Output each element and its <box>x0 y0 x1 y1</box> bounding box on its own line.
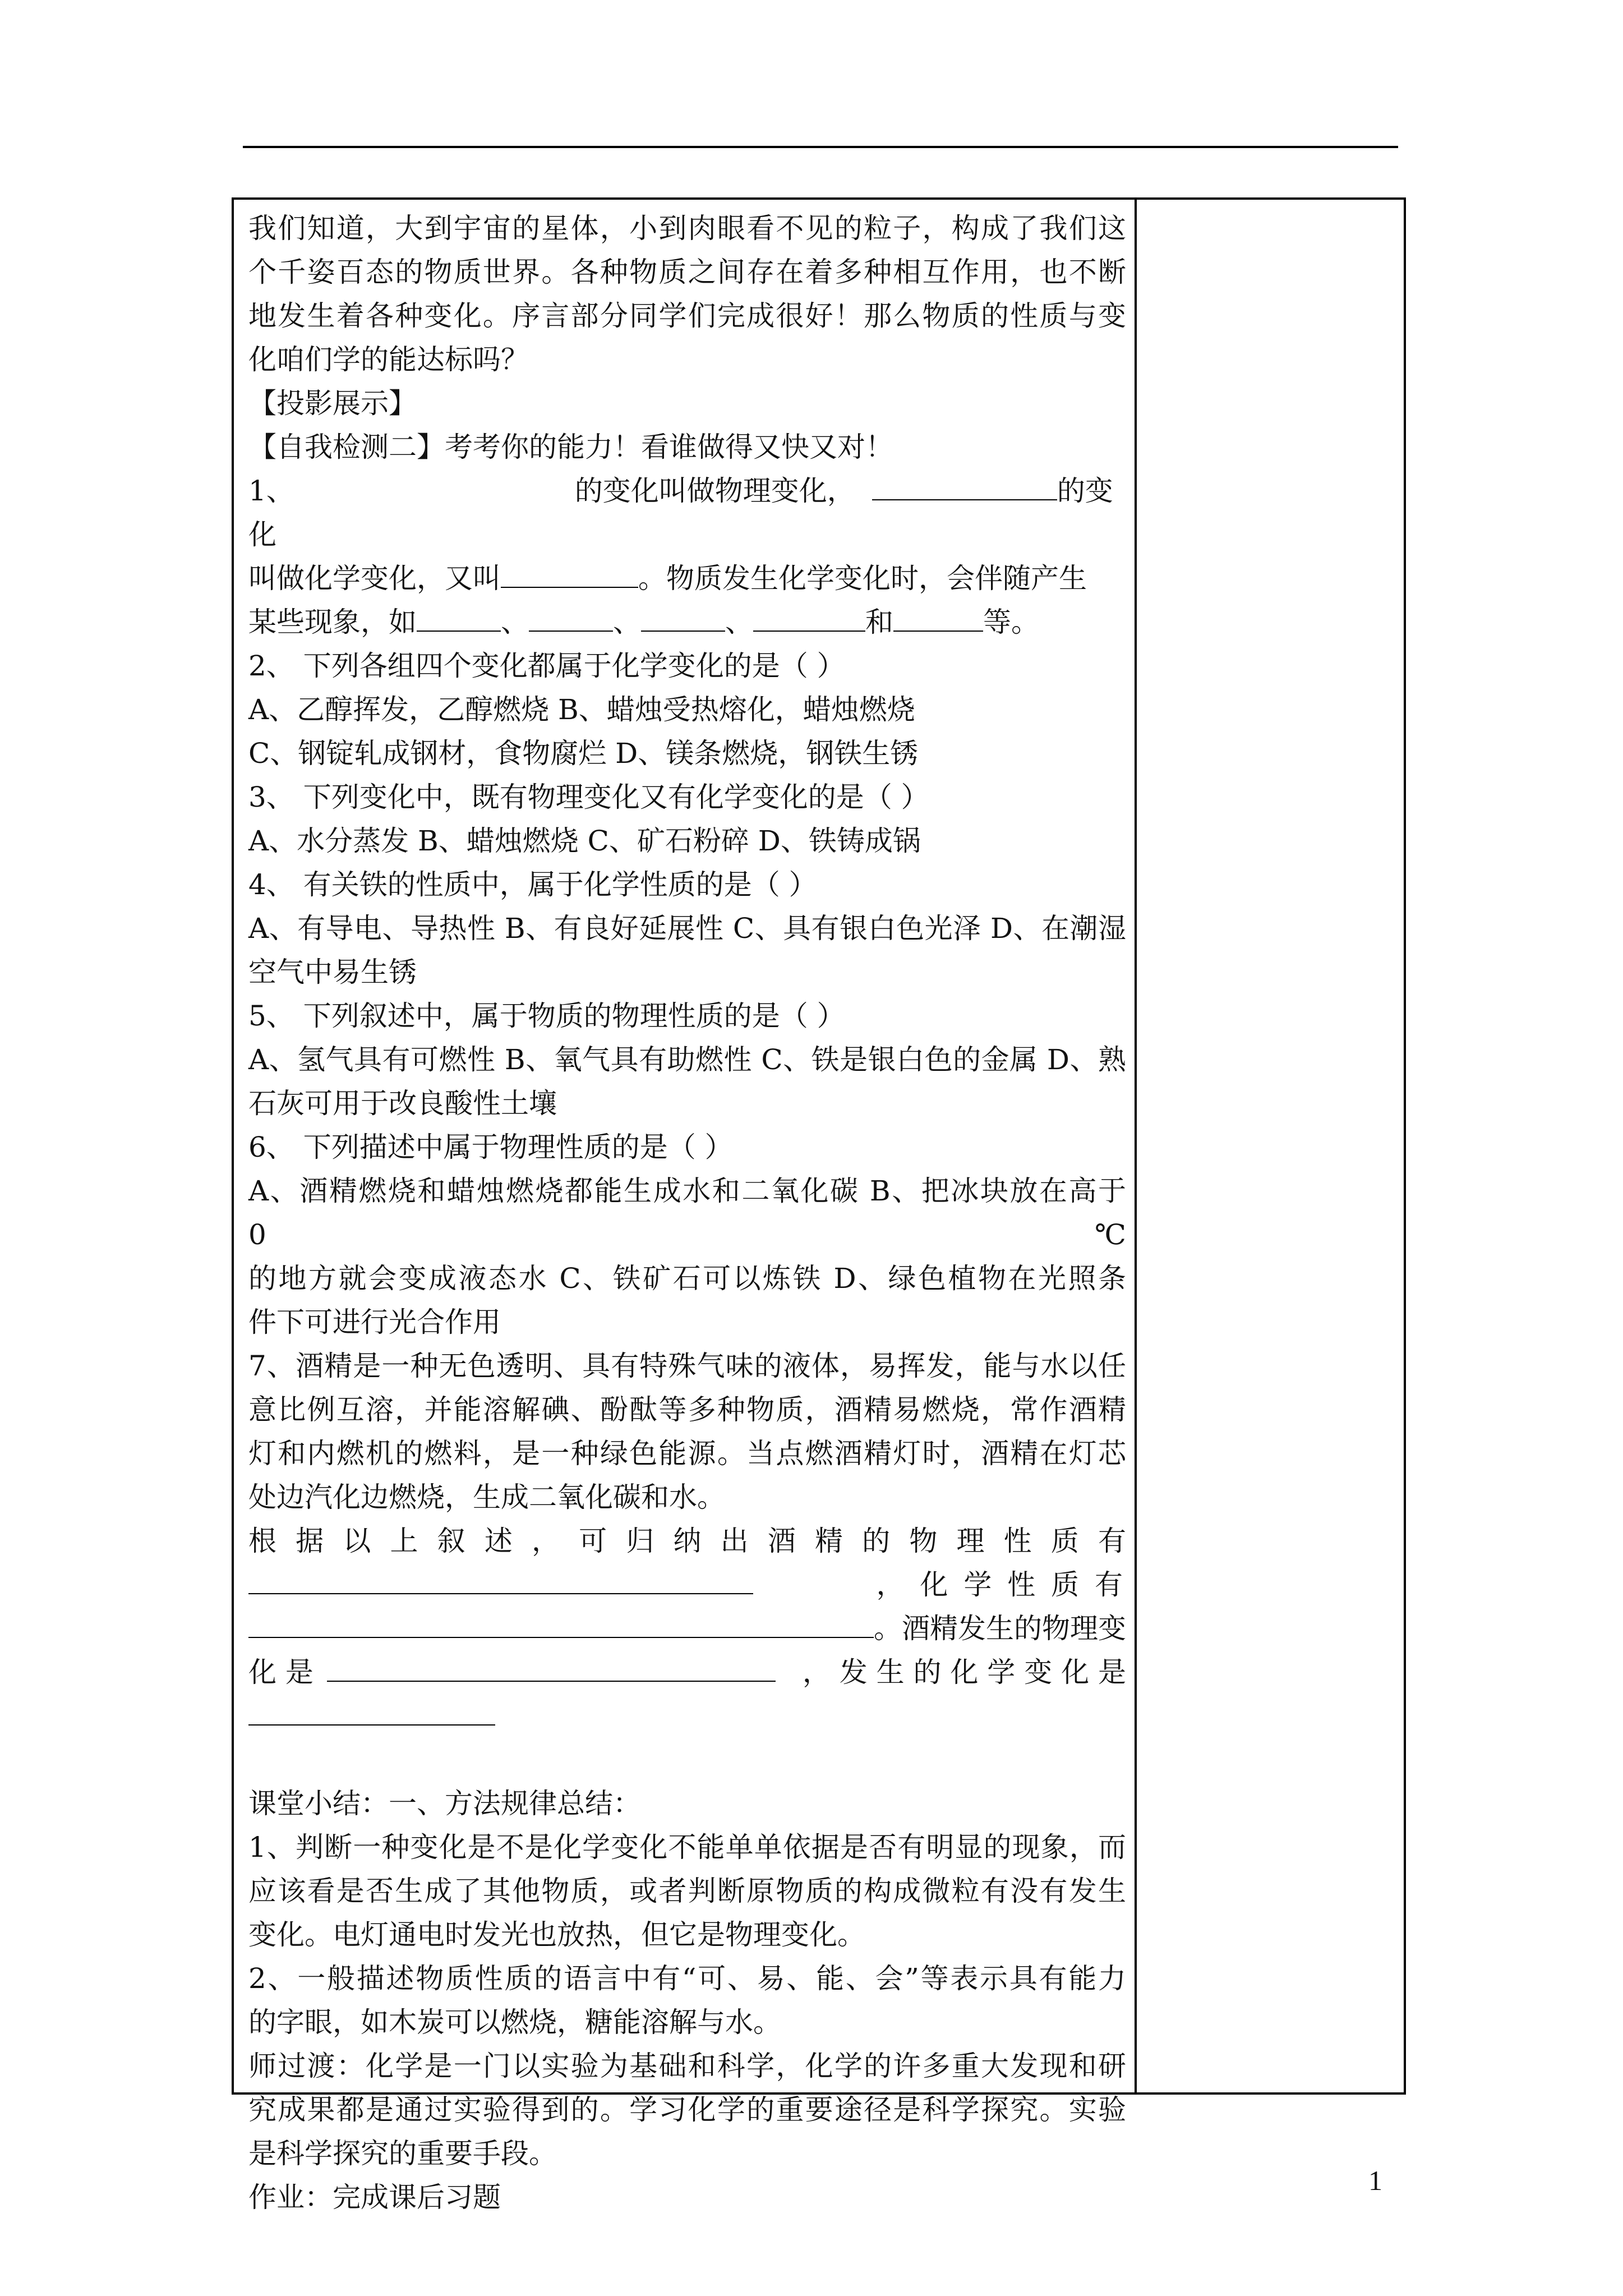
question-1-line-2 <box>248 556 1126 600</box>
teacher-transition-line-3: 是科学探究的重要手段。 <box>248 2137 557 2170</box>
intro-line-3: 地发生着各种变化。序言部分同学们完成很好！那么物质的性质与变 <box>248 300 1126 332</box>
separator: 、 <box>613 606 641 638</box>
teacher-transition-line-2: 究成果都是通过实验得到的。学习化学的重要途径是科学探究。实验 <box>248 2093 1126 2126</box>
question-7-line-1: 7、酒精是一种无色透明、具有特殊气味的液体，易挥发，能与水以任 <box>248 1350 1126 1382</box>
question-2-stem: 2、 下列各组四个变化都属于化学变化的是（ ） <box>248 650 845 682</box>
question-7-line-4: 处边汽化边燃烧，生成二氧化碳和水。 <box>248 1481 725 1513</box>
table-column-divider <box>1135 197 1137 2095</box>
blank <box>893 604 983 632</box>
question-1-line-1 <box>248 469 1126 556</box>
q1-text-a: 的变化叫做物理变化， <box>574 475 855 507</box>
question-6-options-1: A、酒精燃烧和蜡烛燃烧都能生成水和二氧化碳 B、把冰块放在高于 0℃ <box>248 1175 1126 1251</box>
summary-title: 课堂小结：一、方法规律总结： <box>248 1787 641 1820</box>
blank <box>248 1610 874 1638</box>
header-rule <box>243 146 1398 148</box>
separator: 、 <box>725 606 753 638</box>
summary-point-1-line-1: 1、判断一种变化是不是化学变化不能单单依据是否有明显的现象，而 <box>248 1831 1126 1864</box>
question-1-line-3 <box>248 600 1126 644</box>
question-7-ask-3 <box>248 1607 1126 1650</box>
question-4-options-2: 空气中易生锈 <box>248 956 417 988</box>
lesson-content-cell <box>248 206 1126 2219</box>
question-7-ask-4 <box>248 1650 1126 1694</box>
question-5-options-1: A、氢气具有可燃性 B、氧气具有助燃性 C、铁是银白色的金属 D、熟 <box>248 1043 1126 1076</box>
teacher-transition-line-1: 师过渡：化学是一门以实验为基础和科学，化学的许多重大发现和研 <box>248 2050 1126 2082</box>
question-7-ask-1: 根 据 以 上 叙 述 ， 可 归 纳 出 酒 精 的 物 理 性 质 有 <box>248 1525 1126 1557</box>
q1-and: 和 <box>865 606 893 638</box>
q7-ask4b-text: ， 发 生 的 化 学 变 化 是 <box>802 1656 1126 1688</box>
q1-text-c: 叫做化学变化，又叫 <box>248 562 501 595</box>
intro-line-1: 我们知道，大到宇宙的星体，小到肉眼看不见的粒子，构成了我们这 <box>248 212 1126 245</box>
question-2-options-1: A、乙醇挥发，乙醇燃烧 B、蜡烛受热熔化，蜡烛燃烧 <box>248 693 915 726</box>
question-6-options-3: 件下可进行光合作用 <box>248 1306 501 1338</box>
summary-point-1-line-3: 变化。电灯通电时发光也放热，但它是物理变化。 <box>248 1918 865 1951</box>
question-2-options-2: C、钢锭轧成钢材，食物腐烂 D、镁条燃烧，钢铁生锈 <box>248 737 919 770</box>
q7-ask4a-text: 化 是 <box>248 1656 313 1688</box>
summary-point-2-line-2: 的字眼，如木炭可以燃烧，糖能溶解与水。 <box>248 2006 781 2039</box>
q1-end: 等。 <box>983 606 1039 638</box>
question-4-stem: 4、 有关铁的性质中，属于化学性质的是（ ） <box>248 868 817 901</box>
homework-line: 作业：完成课后习题 <box>248 2181 501 2214</box>
question-7-line-3: 灯和内燃机的燃料，是一种绿色能源。当点燃酒精灯时，酒精在灯芯 <box>248 1437 1126 1470</box>
question-4-options-1: A、有导电、导热性 B、有良好延展性 C、具有银白色光泽 D、在潮湿 <box>248 912 1126 945</box>
question-6-options-2: 的地方就会变成液态水 C、铁矿石可以炼铁 D、绿色植物在光照条 <box>248 1262 1126 1295</box>
self-check-title: 【自我检测二】考考你的能力！看谁做得又快又对！ <box>248 431 893 463</box>
blank <box>872 472 1057 500</box>
question-7-ask-2 <box>248 1563 1126 1607</box>
blank <box>327 1654 776 1682</box>
separator: 、 <box>501 606 529 638</box>
q1-text-b: 的变化 <box>248 475 1113 551</box>
question-7-line-2: 意比例互溶，并能溶解碘、酚酞等多种物质，酒精易燃烧，常作酒精 <box>248 1393 1126 1426</box>
blank <box>248 1566 753 1594</box>
intro-line-2: 个千姿百态的物质世界。各种物质之间存在着多种相互作用，也不断 <box>248 256 1126 288</box>
q7-ask2-text: ， 化 学 性 质 有 <box>876 1568 1126 1601</box>
q7-ask3-text: 。酒精发生的物理变 <box>874 1612 1126 1645</box>
intro-line-4: 化咱们学的能达标吗？ <box>248 343 529 376</box>
blank <box>417 604 501 632</box>
blank <box>248 1697 495 1726</box>
q1-text-e: 某些现象，如 <box>248 606 417 638</box>
question-1-number: 1、 <box>248 475 294 507</box>
question-3-options: A、水分蒸发 B、蜡烛燃烧 C、矿石粉碎 D、铁铸成锅 <box>248 825 921 857</box>
question-6-stem: 6、 下列描述中属于物理性质的是（ ） <box>248 1131 733 1163</box>
blank <box>501 560 638 588</box>
question-3-stem: 3、 下列变化中，既有物理变化又有化学变化的是（ ） <box>248 781 929 813</box>
blank <box>753 604 865 632</box>
question-7-ask-5 <box>248 1694 1126 1738</box>
question-5-stem: 5、 下列叙述中，属于物质的物理性质的是（ ） <box>248 1000 845 1032</box>
spacer <box>248 1738 1126 1782</box>
projection-label: 【投影展示】 <box>248 387 417 420</box>
blank <box>641 604 725 632</box>
page-number: 1 <box>1368 2165 1382 2196</box>
question-5-options-2: 石灰可用于改良酸性土壤 <box>248 1087 557 1120</box>
summary-point-1-line-2: 应该看是否生成了其他物质，或者判断原物质的构成微粒有没有发生 <box>248 1875 1126 1907</box>
q1-text-d: 。物质发生化学变化时，会伴随产生 <box>638 562 1087 595</box>
summary-point-2-line-1: 2、一般描述物质性质的语言中有“可、易、能、会”等表示具有能力 <box>248 1962 1126 1995</box>
blank <box>529 604 613 632</box>
